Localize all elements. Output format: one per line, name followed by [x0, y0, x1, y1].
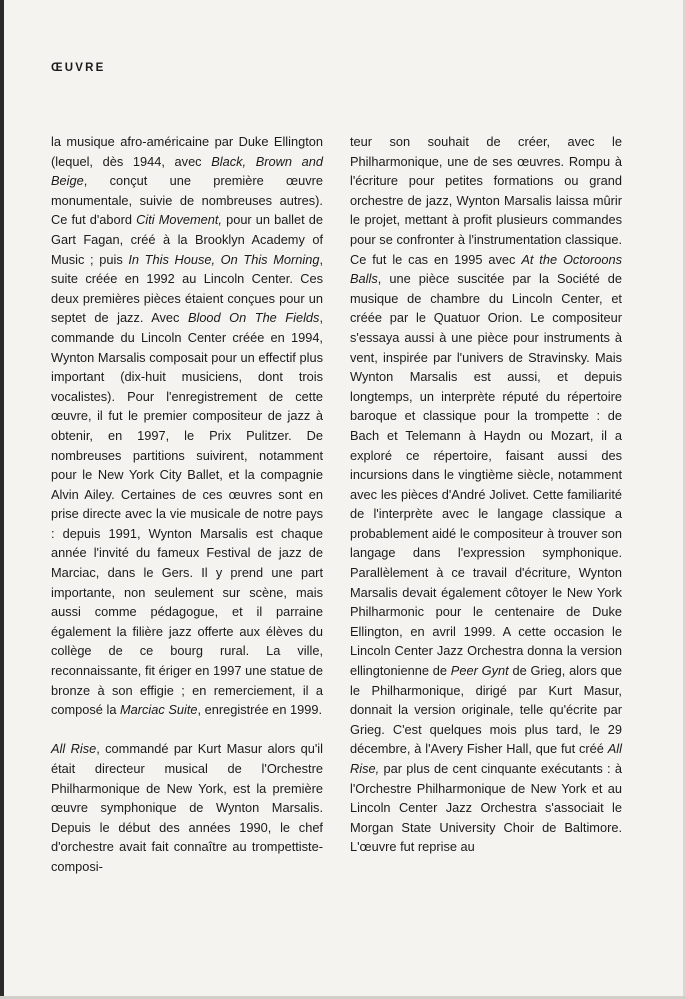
- text-run: , conçut une première œuvre monumentale, suivie de nombreuses autres). Ce fut d'abord: [51, 173, 323, 228]
- text-run: , suite créée en 1992 au Lincoln Center. Ces deux premières pièces étaient conçues pour un septet de jazz. Avec: [51, 251, 323, 326]
- paragraph: [51, 739, 323, 876]
- text-run: , une pièce suscitée par la Société de musique de chambre du Lincoln Center, et créée par le Quatuor Orion. Le compositeur s'essaya aussi à une pièce pour instruments à vent, inspirée par l'univers de Stravinsky. Mais Wynton Marsalis est aussi, et depuis longtemps, un interprète réputé du répertoire baroque et classique pour la trompette : de Bach et Telemann à Haydn ou Mozart, il a exploré ce répertoire, faisant aussi des incursions dans le vingtième siècle, notamment avec les pièces d'André Jolivet. Cette familiarité de l'interprète avec le langage classique a probablement aidé le compositeur à trouver son langage dans l'expression symphonique. Parallèlement à ce travail d'écriture, Wynton Marsalis devait également côtoyer le New York Philharmonic pour le centenaire de Duke Ellington, en avril 1999. A cette occasion le Lincoln Center Jazz Orchestra donna la version ellingtonienne de: [350, 271, 622, 679]
- text-run: pour un ballet de Gart Fagan, créé à la Brooklyn Academy of Music ; puis: [51, 212, 323, 267]
- italic-title: At the Octoroons Balls: [350, 251, 622, 287]
- paragraph: [350, 132, 622, 857]
- left-column: [51, 132, 323, 877]
- text-run: la musique afro-américaine par Duke Ellington (lequel, dès 1944, avec: [51, 134, 323, 169]
- italic-title: Black, Brown and Beige: [51, 153, 323, 189]
- italic-title: Peer Gynt: [450, 663, 509, 679]
- italic-title: Blood On The Fields: [187, 310, 320, 326]
- italic-title: Citi Movement,: [136, 212, 222, 228]
- text-run: de Grieg, alors que le Philharmonique, dirigé par Kurt Masur, donnait la version originale, telle qu'écrite par Grieg. C'est quelques mois plus tard, le 29 décembre, à l'Avery Fisher Hall, que fut créé: [350, 663, 622, 757]
- paragraph: [51, 132, 323, 720]
- italic-title: All Rise: [51, 741, 97, 757]
- italic-title: All Rise,: [350, 741, 622, 776]
- text-run: par plus de cent cinquante exécutants : à l'Orchestre Philharmonique de New York et au Lincoln Center Jazz Orchestra s'associait le Morgan State University Choir de Baltimore. L'œuvre fut reprise au: [350, 761, 622, 855]
- text-run: , enregistrée en 1999.: [197, 702, 323, 718]
- text-run: , commandé par Kurt Masur alors qu'il était directeur musical de l'Orchestre Philharmonique de New York, est la première œuvre symphonique de Wynton Marsalis. Depuis le début des années 1990, le chef d'orchestre avait fait connaître au trompettiste-composi-: [51, 741, 323, 874]
- right-column: [350, 132, 622, 857]
- page-edge: [0, 0, 4, 999]
- text-run: , commande du Lincoln Center créée en 1994, Wynton Marsalis composait pour un effectif plus important (dix-huit musiciens, dont trois vocalistes). Pour l'enregistrement de cette œuvre, il fut le premier compositeur de jazz à obtenir, en 1997, le Prix Pulitzer. De nombreuses partitions suivirent, notamment pour le New York City Ballet, et la compagnie Alvin Ailey. Certaines de ces œuvres sont en prise directe avec la vie musicale de notre pays : depuis 1991, Wynton Marsalis est chaque année l'invité du fameux Festival de jazz de Marciac, dans le Gers. Il y prend une part importante, non seulement sur scène, mais aussi comme pédagogue, et il parraine également la filière jazz offerte aux élèves du collège de ce bourg rural. La ville, reconnaissante, fit ériger en 1997 une statue de bronze à son effigie ; en remerciement, il a composé la: [51, 310, 323, 718]
- section-header: ŒUVRE: [51, 62, 106, 74]
- text-run: teur son souhait de créer, avec le Philharmonique, une de ses œuvres. Rompu à l'écriture pour petites formations ou grand orchestre de jazz, Wynton Marsalis laissa mûrir le projet, mettant à profit plusieurs commandes pour se confronter à l'instrumentation classique. Ce fut le cas en 1995 avec: [350, 134, 622, 267]
- italic-title: In This House, On This Morning: [128, 251, 320, 267]
- italic-title: Marciac Suite: [120, 702, 198, 718]
